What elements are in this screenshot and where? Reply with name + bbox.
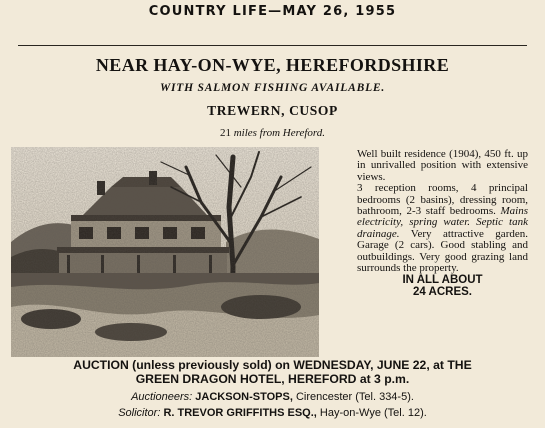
- solicitor-contact: Hay-on-Wye (Tel. 12).: [319, 407, 427, 419]
- description-grounds: Very attractive garden. Garage (2 cars). Good stabling and outbuildings. Very good grazing land surrounds the property.: [357, 227, 528, 275]
- description-intro: Well built residence (1904), 450 ft. up in unrivalled position with extensive views.: [357, 148, 528, 183]
- subheadline: WITH SALMON FISHING AVAILABLE.: [159, 82, 386, 94]
- solicitor-line: [0, 407, 545, 419]
- auctioneers-name: JACKSON-STOPS,: [195, 391, 293, 403]
- property-name: TREWERN, CUSOP: [207, 103, 338, 118]
- description-rooms-text: 3 reception rooms, 4 principal bedrooms (2 basins), dressing room, bathroom, 2-3 staff bedrooms.: [357, 182, 528, 218]
- auction-line2: GREEN DRAGON HOTEL, HEREFORD at 3 p.m.: [135, 372, 410, 386]
- masthead-rule: [18, 45, 527, 46]
- distance-line: [0, 127, 545, 139]
- house-photo: [11, 147, 319, 357]
- acreage-line1: IN ALL ABOUT: [402, 274, 483, 287]
- masthead: COUNTRY LIFE—MAY 26, 1955: [148, 4, 397, 19]
- distance-number: 21: [219, 127, 231, 139]
- acreage-line2: 24 ACRES.: [412, 286, 472, 299]
- solicitor-label: Solicitor:: [118, 407, 161, 419]
- description: [357, 149, 528, 298]
- description-services: Mains electricity, spring water. Septic tank drainage.: [357, 205, 528, 240]
- auctioneers-line: [0, 391, 545, 403]
- auctioneers-label: Auctioneers:: [131, 391, 193, 403]
- distance-text: miles from Hereford.: [233, 127, 326, 139]
- solicitor-name: R. TREVOR GRIFFITHS ESQ.,: [163, 407, 317, 419]
- auction-notice: [0, 358, 545, 386]
- auction-line1: AUCTION (unless previously sold) on WEDNESDAY, JUNE 22, at THE: [73, 358, 472, 372]
- auctioneers-contact: Cirencester (Tel. 334-5).: [295, 391, 414, 403]
- house-photo-image: [11, 147, 319, 357]
- description-rooms: [357, 183, 528, 274]
- headline: NEAR HAY-ON-WYE, HEREFORDSHIRE: [95, 55, 450, 75]
